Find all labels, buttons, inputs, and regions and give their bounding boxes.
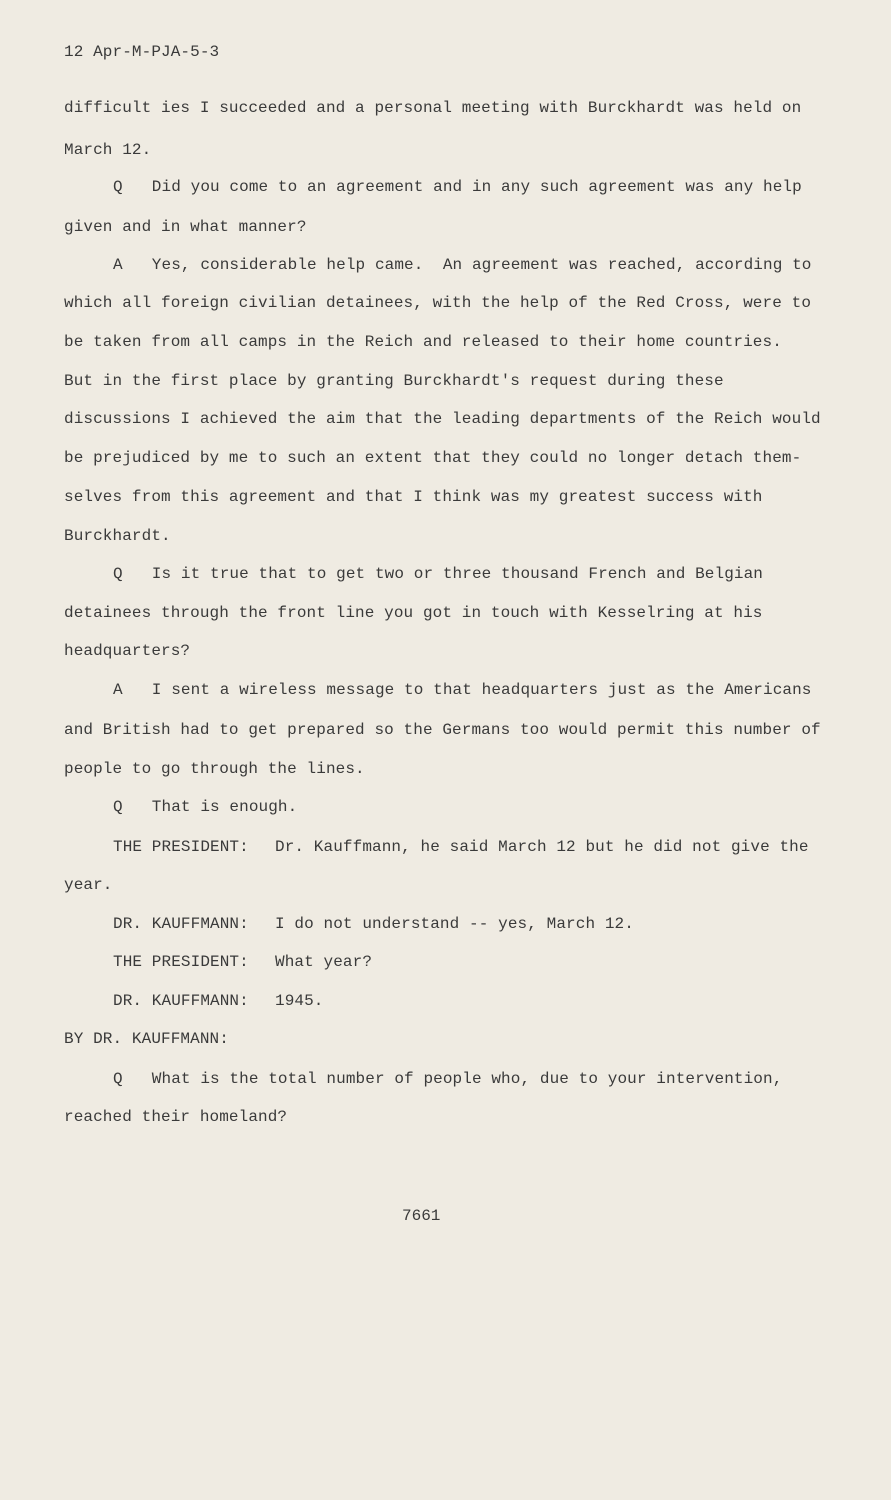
question-line: Q That is enough. [113,798,298,816]
text-line: selves from this agreement and that I think was my greatest success with [64,488,763,506]
text-line: year. [64,876,113,894]
speaker-text: What year? [275,953,373,971]
by-line: BY DR. KAUFFMANN: [64,1030,229,1048]
speaker-text: I do not understand -- yes, March 12. [275,915,634,933]
text-line: But in the first place by granting Burckhardt's request during these [64,372,724,390]
text-line: which all foreign civilian detainees, with the help of the Red Cross, were to [64,294,812,312]
text-line: discussions I achieved the aim that the leading departments of the Reich would [64,410,821,428]
question-line: Q What is the total number of people who, due to your intervention, [113,1070,783,1088]
text-line: be prejudiced by me to such an extent that they could no longer detach them- [64,449,802,467]
text-line: March 12. [64,141,152,159]
speaker-label: DR. KAUFFMANN: [113,992,249,1010]
text-line: detainees through the front line you got in touch with Kesselring at his [64,604,763,622]
question-line: Q Is it true that to get two or three thousand French and Belgian [113,565,764,583]
page-number: 7661 [402,1207,441,1225]
text-line: and British had to get prepared so the Germans too would permit this number of [64,721,821,739]
answer-line: A Yes, considerable help came. An agreement was reached, according to [113,256,812,274]
text-line: reached their homeland? [64,1108,288,1126]
speaker-text: 1945. [275,992,324,1010]
speaker-label: DR. KAUFFMANN: [113,915,249,933]
text-line: given and in what manner? [64,218,307,236]
question-line: Q Did you come to an agreement and in any such agreement was any help [113,178,802,196]
text-line: headquarters? [64,642,191,660]
text-line: people to go through the lines. [64,760,365,778]
answer-line: A I sent a wireless message to that headquarters just as the Americans [113,681,812,699]
page-header: 12 Apr-M-PJA-5-3 [64,43,220,61]
speaker-label: THE PRESIDENT: [113,953,249,971]
text-line: difficult ies I succeeded and a personal meeting with Burckhardt was held on [64,99,802,117]
speaker-text: Dr. Kauffmann, he said March 12 but he did not give the [275,838,809,856]
text-line: Burckhardt. [64,527,171,545]
text-line: be taken from all camps in the Reich and released to their home countries. [64,333,782,351]
speaker-label: THE PRESIDENT: [113,838,249,856]
